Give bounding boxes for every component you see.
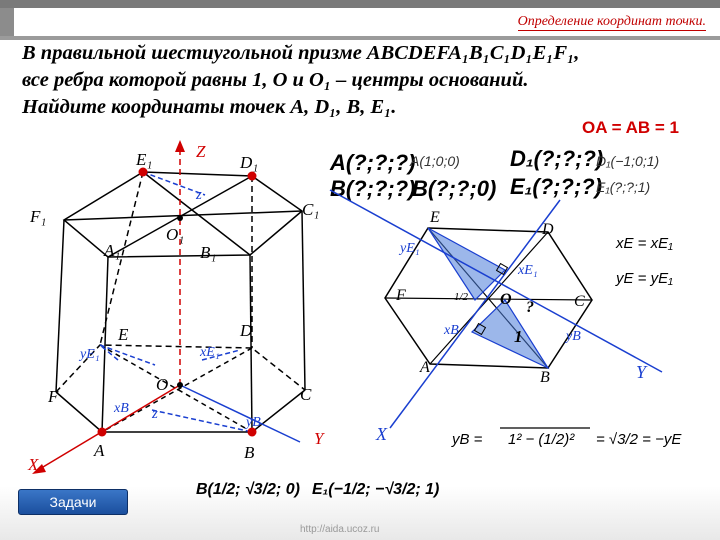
label-xb-prism: xB (114, 401, 129, 416)
label-d: D (240, 321, 253, 340)
z-axis-arrow (175, 140, 185, 152)
label-o: O (156, 375, 169, 394)
answer-a-big: A(?;?;?) (330, 150, 416, 175)
label-y: Y (314, 429, 324, 448)
label-x: X (28, 455, 39, 474)
label-ye1-prism: yE₁ (80, 347, 100, 362)
problem-line-1: В правильной шестиугольной призме ABCDEFA₁B₁C₁D₁E₁F₁, (22, 42, 580, 64)
formula-xe: xE = xE₁ (616, 235, 673, 252)
hex-label-o: O (500, 291, 512, 308)
plane-y-axis (330, 190, 662, 372)
edge-ff1 (56, 220, 64, 392)
formula-yb-result: = √3/2 = −yE (596, 431, 682, 448)
bottom-diagonal-da (102, 348, 252, 432)
label-b: B (244, 443, 255, 462)
formula-ye: yE = yE₁ (616, 270, 673, 287)
point-o1 (177, 215, 183, 221)
point-a (98, 428, 107, 437)
label-f: F (48, 387, 59, 406)
label-c1: C₁ (302, 200, 320, 219)
hex-label-xb: xB (444, 323, 459, 338)
hex-label-one: 1 (514, 327, 523, 346)
edge-cc1 (302, 211, 305, 390)
answer-d1-big: D₁(?;?;?) (510, 146, 604, 171)
plane-hexagon (330, 190, 662, 428)
hex-label-f: F (396, 287, 406, 304)
triangle-b (472, 300, 548, 368)
yE1-helper (100, 345, 118, 360)
hex-label-half: 1/2 (454, 291, 469, 303)
result-e1: E₁(−1/2; −√3/2; 1) (312, 481, 440, 498)
label-z-top: z (196, 187, 202, 203)
problem-line-2: все ребра которой равны 1, O и O₁ – центры оснований. (22, 69, 529, 91)
prism-bottom-front (56, 390, 305, 432)
coordinate-formulas (196, 235, 682, 498)
result-b: B(1/2; √3/2; 0) (196, 481, 300, 498)
problem-line-3: Найдите координаты точек A, D₁, B, E₁. (22, 96, 397, 118)
label-e1: E₁ (136, 150, 153, 169)
point-d1 (248, 172, 257, 181)
answer-d1-small: D₁(−1;0;1) (596, 153, 660, 169)
answer-b-big2: B(?;?;0) (412, 176, 497, 201)
hex-label-y: Y (636, 362, 647, 382)
label-z: Z (196, 142, 206, 161)
hex-label-xe1: xE₁ (518, 263, 538, 278)
label-yb-prism: yB (246, 415, 261, 430)
tasks-button[interactable]: Задачи (18, 489, 128, 515)
label-f1: F₁ (30, 207, 47, 226)
top-diagonal-f1c1 (64, 211, 302, 220)
y-axis (180, 385, 300, 442)
hex-label-ye1: yE₁ (400, 241, 420, 256)
footer-url: http://aida.ucoz.ru (300, 524, 380, 535)
hex-label-a: A (420, 359, 430, 376)
hex-label-x: X (376, 424, 387, 444)
answer-a-small: A(1;0;0) (410, 153, 460, 169)
answer-e1-small: E₁(?;?;1) (596, 179, 651, 195)
label-e: E (118, 325, 129, 344)
point-o (177, 382, 183, 388)
label-c: C (300, 385, 312, 404)
answers (329, 146, 659, 201)
hex-label-c: C (574, 293, 585, 310)
label-a1: A₁ (104, 241, 121, 260)
slide-topic: Определение координат точки. (517, 14, 706, 29)
label-z-bottom: z (152, 406, 158, 422)
plane-x-axis (390, 200, 560, 428)
label-xe1-prism: xE₁ (200, 345, 220, 360)
label-a: A (94, 441, 105, 460)
formula-yb: yB = (452, 431, 483, 448)
hex-label-e: E (430, 209, 440, 226)
xE1-helper (100, 345, 155, 365)
hex-label-b: B (540, 369, 550, 386)
answer-e1-big: E₁(?;?;?) (510, 174, 603, 199)
formula-yb-sqrt: 1² − (1/2)² (508, 431, 575, 448)
label-o1: O₁ (166, 225, 185, 244)
oa-equals-ab: OA = AB = 1 (582, 118, 679, 137)
answer-b-big: B(?;?;?) (330, 176, 416, 201)
label-b1: B₁ (200, 243, 217, 262)
label-d1: D₁ (240, 153, 259, 172)
hex-label-d: D (542, 221, 554, 238)
hex-label-yb: yB (566, 329, 581, 344)
xB-helper (152, 410, 252, 432)
hex-label-question: ? (526, 299, 534, 316)
prism-label-group (27, 142, 325, 474)
x-axis (38, 385, 180, 470)
